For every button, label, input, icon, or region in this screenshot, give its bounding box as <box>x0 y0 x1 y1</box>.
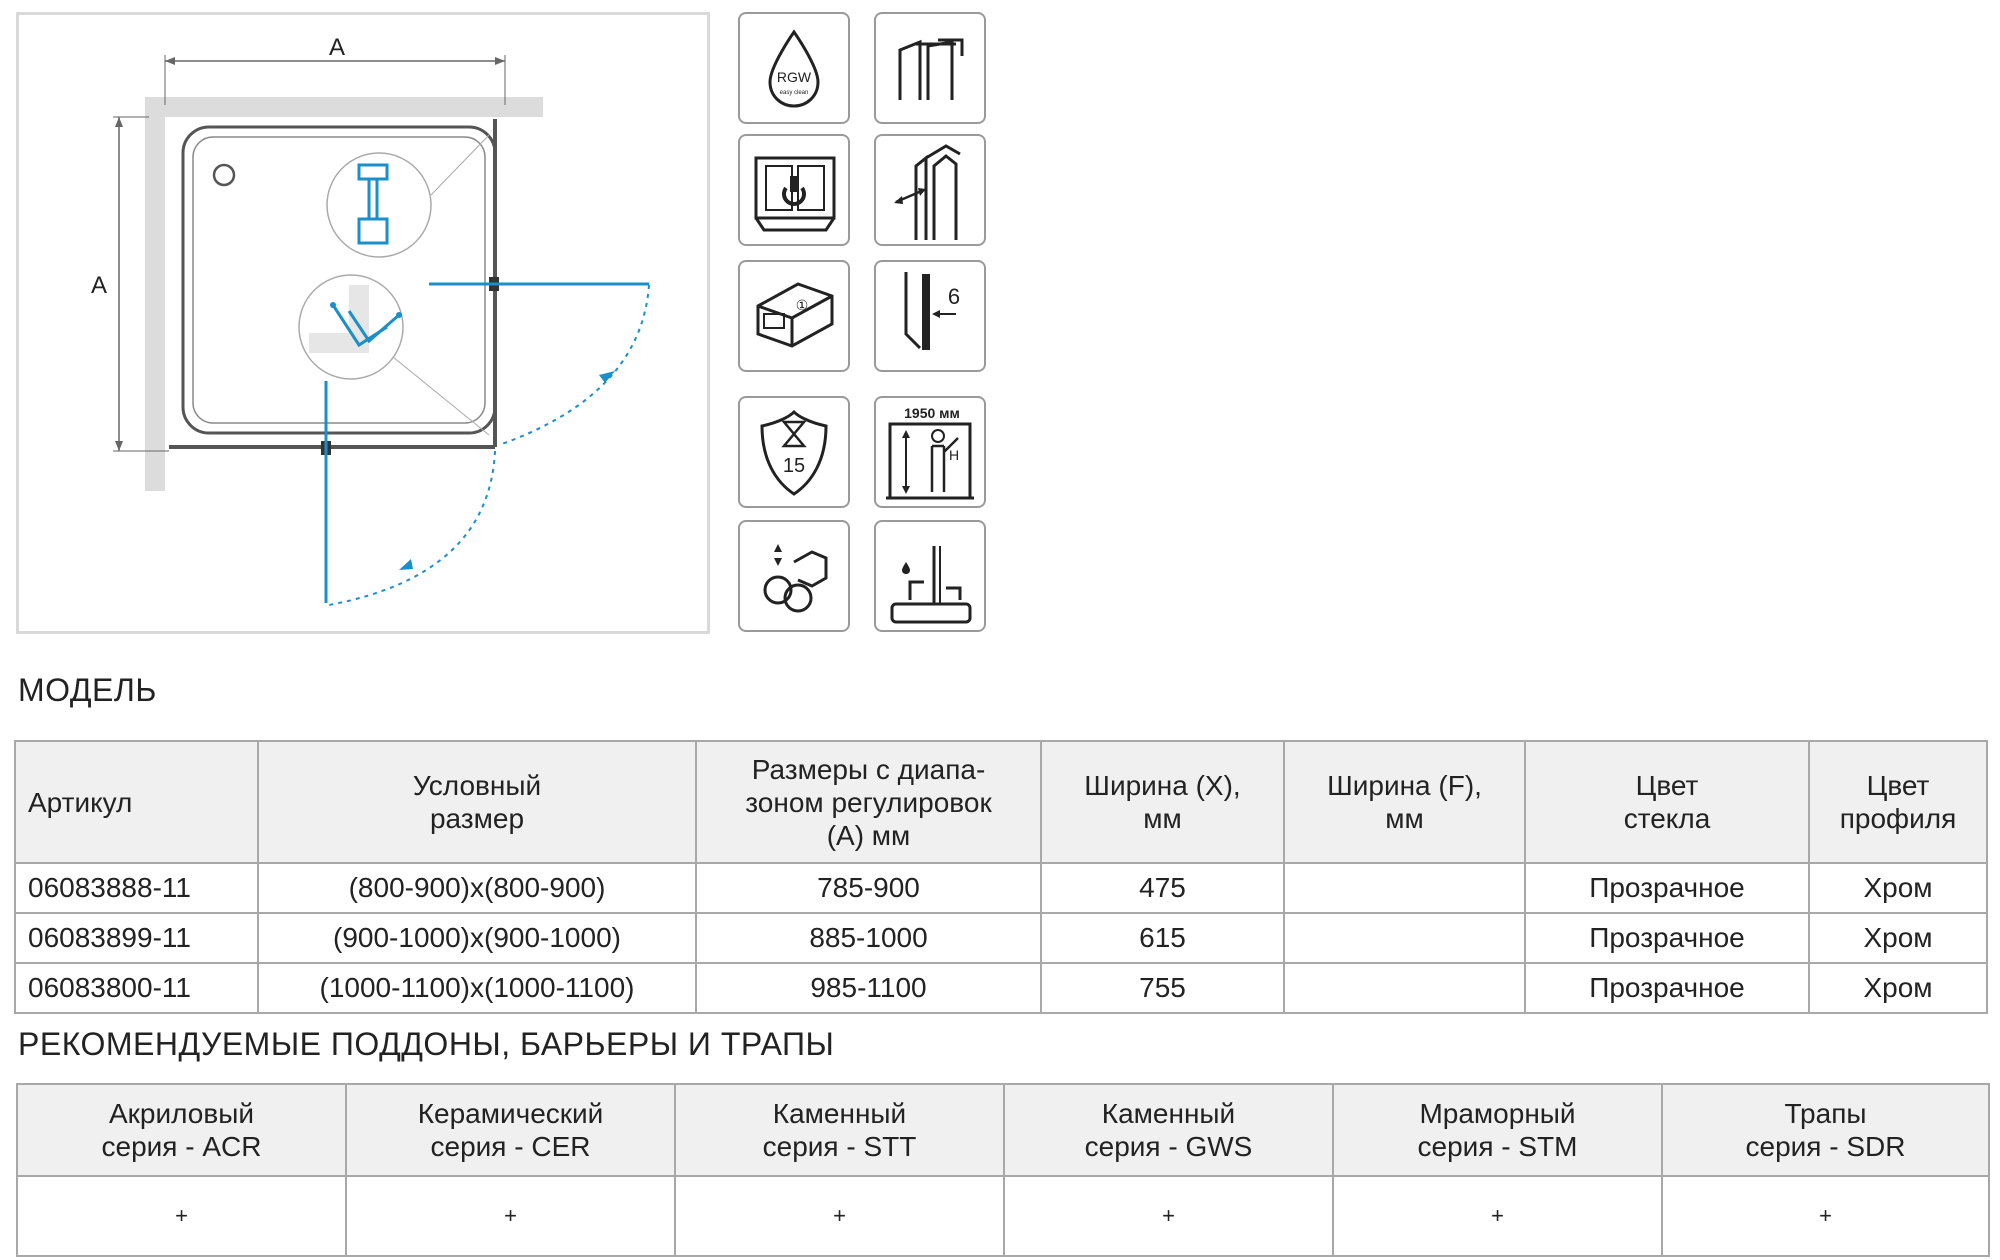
cell-compat-cer: + <box>346 1176 675 1256</box>
cell-width-f <box>1284 913 1525 963</box>
header-width-f: Ширина (F), мм <box>1284 741 1525 863</box>
roller-mechanism-icon <box>738 520 850 632</box>
header-width-x: Ширина (X), мм <box>1041 741 1284 863</box>
header-marble-stm: Мраморный серия - STM <box>1333 1084 1662 1176</box>
right-door-swing-arc <box>499 285 649 445</box>
table-row <box>15 913 1987 963</box>
rgw-easy-clean-drop-icon <box>738 12 850 124</box>
cell-glass-color: Прозрачное <box>1525 963 1809 1013</box>
water-seal-icon <box>874 520 986 632</box>
trays-table <box>16 1083 1990 1257</box>
cell-nominal-size: (1000-1100)x(1000-1100) <box>258 963 696 1013</box>
dimension-label-width: A <box>329 34 346 61</box>
height-icon-label: 1950 мм <box>904 405 960 421</box>
cell-compat-gws: + <box>1004 1176 1333 1256</box>
header-profile-color: Цвет профиля <box>1809 741 1987 863</box>
glass-thickness-label: 6 <box>947 284 961 309</box>
cell-width-x: 615 <box>1041 913 1284 963</box>
profile-detail-callout <box>327 153 431 257</box>
header-glass-color: Цвет стекла <box>1525 741 1809 863</box>
cell-nominal-size: (900-1000)x(900-1000) <box>258 913 696 963</box>
cell-width-f <box>1284 963 1525 1013</box>
header-acrylic-acr: Акриловый серия - ACR <box>17 1084 346 1176</box>
cell-compat-stm: + <box>1333 1176 1662 1256</box>
adjustable-profile-icon <box>874 134 986 246</box>
shower-plan-diagram <box>16 12 710 634</box>
glass-thickness-icon <box>874 260 986 372</box>
cell-width-x: 475 <box>1041 863 1284 913</box>
front-door-swing-arc <box>329 451 495 605</box>
rgw-icon-sublabel: easy clean <box>779 90 809 96</box>
header-nominal-size: Условный размер <box>258 741 696 863</box>
header-adjustment-range: Размеры с диапа- зоном регулировок (A) мм <box>696 741 1041 863</box>
trays-section-title: РЕКОМЕНДУЕМЫЕ ПОДДОНЫ, БАРЬЕРЫ И ТРАПЫ <box>18 1026 835 1062</box>
warranty-shield-icon <box>738 396 850 508</box>
header-stone-gws: Каменный серия - GWS <box>1004 1084 1333 1176</box>
wall-profile-icon <box>874 12 986 124</box>
cell-profile-color: Хром <box>1809 963 1987 1013</box>
warranty-years-label: 15 <box>782 455 806 477</box>
cell-article: 06083800-11 <box>15 963 258 1013</box>
cell-compat-acr: + <box>17 1176 346 1256</box>
trays-table-header-row <box>17 1084 1989 1176</box>
cell-width-f <box>1284 863 1525 913</box>
cell-article: 06083899-11 <box>15 913 258 963</box>
left-wall <box>145 97 165 491</box>
table-row <box>15 863 1987 913</box>
cell-nominal-size: (800-900)x(800-900) <box>258 863 696 913</box>
cell-width-x: 755 <box>1041 963 1284 1013</box>
header-article: Артикул <box>15 741 258 863</box>
cell-glass-color: Прозрачное <box>1525 863 1809 913</box>
plan-drawing <box>19 15 713 637</box>
cell-compat-stt: + <box>675 1176 1004 1256</box>
dimension-label-height: A <box>91 272 108 299</box>
header-ceramic-cer: Керамический серия - CER <box>346 1084 675 1176</box>
model-section-title: МОДЕЛЬ <box>18 672 157 708</box>
height-icon-h-label: H <box>948 447 960 463</box>
cell-compat-sdr: + <box>1662 1176 1989 1256</box>
header-stone-stt: Каменный серия - STT <box>675 1084 1004 1176</box>
cell-adjustment-range: 785-900 <box>696 863 1041 913</box>
cell-adjustment-range: 985-1100 <box>696 963 1041 1013</box>
table-row <box>15 963 1987 1013</box>
packaging-icon-label: ① <box>795 297 809 313</box>
drain-icon <box>214 165 234 185</box>
model-table-header-row <box>15 741 1987 863</box>
packaging-box-icon <box>738 260 850 372</box>
cell-article: 06083888-11 <box>15 863 258 913</box>
rgw-icon-label: RGW <box>776 69 812 85</box>
cell-profile-color: Хром <box>1809 863 1987 913</box>
cell-glass-color: Прозрачное <box>1525 913 1809 963</box>
reversible-installation-icon <box>738 134 850 246</box>
cell-profile-color: Хром <box>1809 913 1987 963</box>
height-1950-icon <box>874 396 986 508</box>
back-wall <box>145 97 543 117</box>
table-row <box>17 1176 1989 1256</box>
cell-adjustment-range: 885-1000 <box>696 913 1041 963</box>
header-drains-sdr: Трапы серия - SDR <box>1662 1084 1989 1176</box>
model-table <box>14 740 1988 1014</box>
